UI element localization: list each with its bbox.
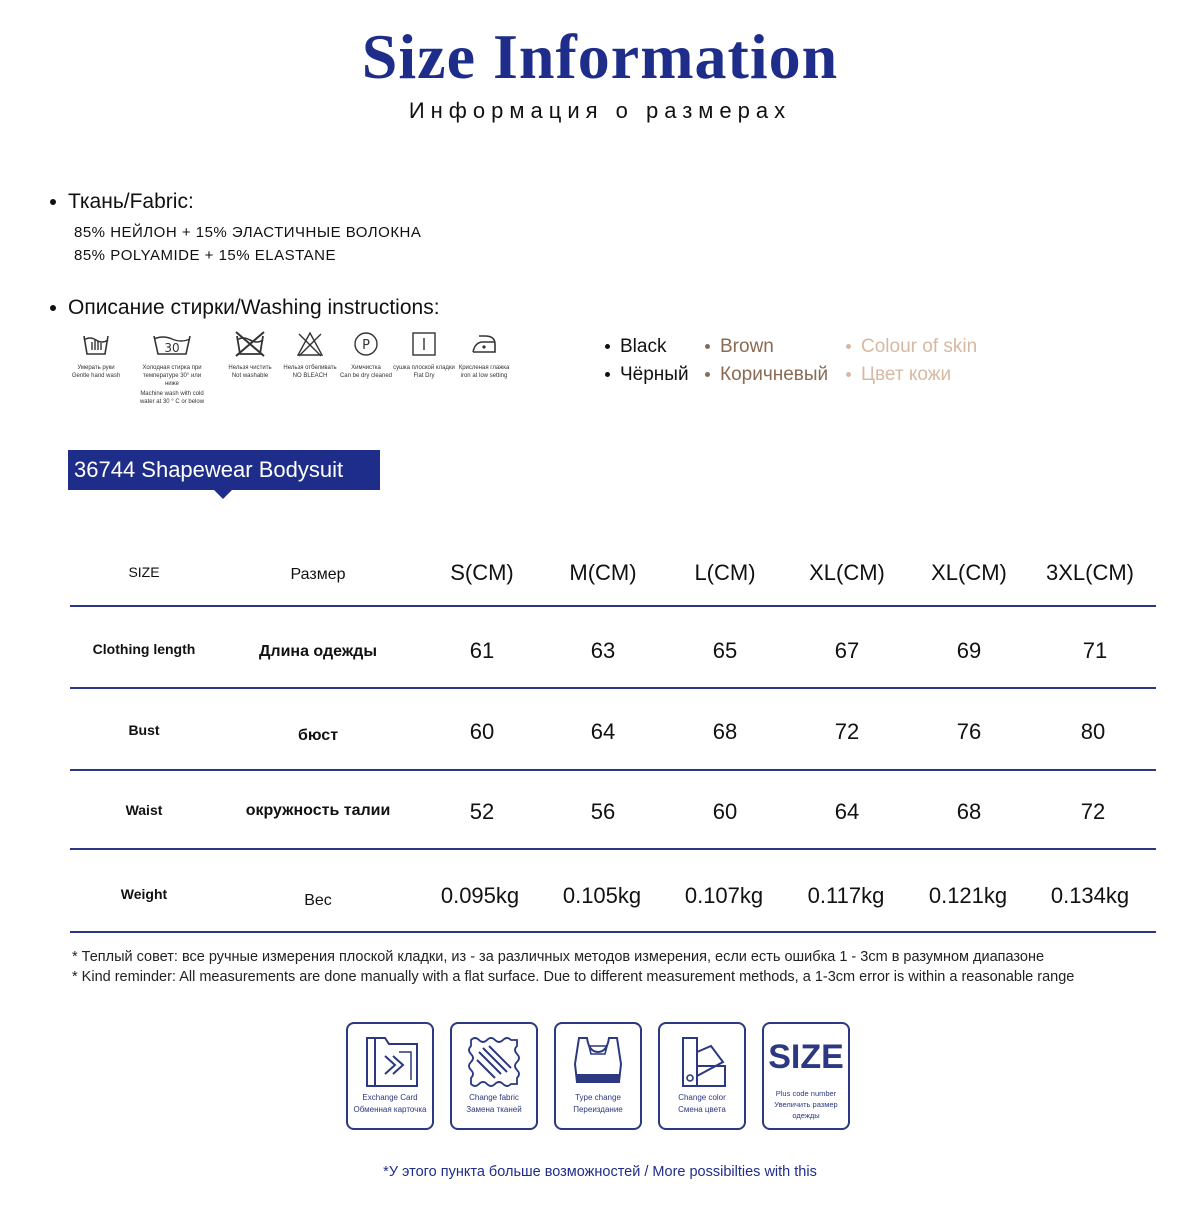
size-col-header: 3XL(CM) [1045, 560, 1134, 585]
badge-label-ru: Замена тканей [466, 1105, 522, 1114]
size-col-header: XL(CM) [809, 560, 885, 585]
washing-heading [50, 296, 440, 320]
measure-label-en: Bust [128, 722, 160, 738]
wash-caption-ru: Нельзя чистить [228, 365, 272, 371]
table-row [70, 850, 1156, 933]
no-wash-icon [233, 330, 267, 358]
table-cell: 80 [1080, 719, 1106, 744]
wash-caption-ru: Умерать руки [77, 365, 115, 371]
badge-label-ru: Переиздание [573, 1105, 623, 1114]
table-cell: 72 [1080, 799, 1106, 824]
color-option-black-en [605, 336, 666, 358]
measure-label-en: Waist [125, 802, 163, 818]
washing-heading-text: Описание стирки/Washing instructions: [68, 296, 440, 319]
color-options [605, 336, 1025, 396]
exchange-card-icon [355, 1032, 425, 1092]
change-color-icon [667, 1032, 737, 1092]
type-change-icon [563, 1032, 633, 1092]
badge-change-fabric [450, 1022, 538, 1130]
color-dot-icon [705, 372, 710, 377]
wash-caption-ru: Крисленая глажка [458, 365, 510, 371]
table-cell: 68 [956, 799, 982, 824]
service-badges [346, 1022, 866, 1134]
wash-caption-en: Machine wash with cold water at 30 ° C or below [139, 391, 205, 405]
wash-caption-ru: Холодная стирка при температуре 30° или ниже [142, 365, 202, 387]
table-cell: 56 [590, 799, 616, 824]
color-dot-icon [605, 372, 610, 377]
color-label: Brown [720, 336, 774, 357]
table-row [70, 689, 1156, 771]
wash-caption-en: iron at low setting [460, 373, 508, 379]
wash-caption-en: NO BLEACH [292, 373, 328, 379]
note-ru: * Теплый совет: все ручные измерения плоской кладки, из - за различных методов измерения, если есть ошибка 1 - 3cm в разумном диапазоне [72, 949, 1045, 965]
table-cell: 52 [469, 799, 495, 824]
wash-30-icon [151, 330, 193, 358]
wash-caption-ru: Химчистка [351, 365, 381, 371]
table-cell: 0.105kg [562, 883, 642, 908]
color-label: Коричневый [720, 364, 829, 385]
badge-label-en: Change color [678, 1093, 726, 1102]
page-title: Size Information [361, 21, 839, 92]
size-col-header: S(CM) [450, 560, 514, 585]
wash-caption-en: Gentle hand wash [71, 373, 121, 379]
badge-label-en: Change fabric [469, 1093, 519, 1102]
wash-caption-ru: сушка плоской кладки [393, 365, 455, 371]
bullet-icon [50, 199, 56, 205]
measure-label-ru: бюст [297, 727, 339, 744]
table-cell: 71 [1082, 638, 1108, 663]
table-cell: 61 [469, 638, 495, 663]
table-cell: 72 [834, 719, 860, 744]
note-en: * Kind reminder: All measurements are done manually with a flat surface. Due to different measurement methods, a 1-3cm error is within a reasonable range [72, 969, 1075, 985]
wash-caption-en: Flat Dry [413, 373, 435, 379]
size-header-en: SIZE [128, 564, 160, 580]
table-cell: 0.107kg [684, 883, 764, 908]
color-label: Цвет кожи [861, 364, 952, 385]
svg-text:P: P [362, 338, 370, 353]
badge-label-ru: Обменная карточка [353, 1105, 427, 1114]
measure-label-en: Weight [120, 886, 168, 902]
fabric-composition-en: 85% POLYAMIDE + 15% ELASTANE [74, 247, 337, 264]
color-dot-icon [846, 372, 851, 377]
change-fabric-icon [459, 1032, 529, 1092]
badge-label-ru: Увеличить размер одежды [774, 1100, 838, 1120]
table-cell: 60 [469, 719, 495, 744]
wash-item [60, 330, 132, 380]
table-cell: 63 [590, 638, 616, 663]
product-name-tag: 36744 Shapewear Bodysuit [68, 450, 380, 490]
color-label: Чёрный [620, 364, 689, 385]
color-option-skin-en [846, 336, 977, 358]
color-label: Black [620, 336, 667, 357]
wash-caption-en: Not washable [231, 373, 269, 379]
size-col-header: M(CM) [569, 560, 637, 585]
dry-clean-icon [351, 330, 381, 358]
washing-icons [60, 330, 520, 410]
color-option-brown-en [705, 336, 774, 358]
table-row [70, 607, 1156, 689]
bullet-icon [50, 305, 56, 311]
size-table [70, 540, 1156, 933]
table-cell: 64 [834, 799, 860, 824]
table-cell: 68 [712, 719, 738, 744]
page-subtitle: Информация о размерах [408, 98, 792, 123]
flat-dry-icon [409, 330, 439, 358]
badge-type-change [554, 1022, 642, 1130]
fabric-heading [50, 190, 194, 214]
badge-exchange-card [346, 1022, 434, 1130]
measure-label-ru: Вес [304, 892, 332, 909]
table-cell: 0.117kg [807, 883, 885, 908]
badge-label-ru: Смена цвета [678, 1105, 726, 1114]
table-cell: 76 [956, 719, 982, 744]
table-cell: 64 [590, 719, 616, 744]
color-dot-icon [605, 344, 610, 349]
badge-label-en: Type change [575, 1093, 621, 1102]
badge-label-en: Exchange Card [362, 1093, 418, 1102]
low-iron-icon [469, 330, 499, 358]
color-option-black-ru [605, 364, 689, 386]
wash-caption-en: Can be dry cleaned [339, 373, 393, 379]
svg-text:30: 30 [164, 341, 180, 355]
badge-size [762, 1022, 850, 1130]
measure-label-en: Clothing length [92, 641, 196, 657]
badge-change-color [658, 1022, 746, 1130]
wash-caption-ru: Нельзя отбеливать [283, 365, 337, 371]
no-bleach-icon [295, 330, 325, 358]
fabric-composition-ru: 85% НЕЙЛОН + 15% ЭЛАСТИЧНЫЕ ВОЛОКНА [74, 224, 422, 241]
table-cell: 60 [712, 799, 738, 824]
wash-item [136, 330, 208, 406]
color-option-brown-ru [705, 364, 828, 386]
table-header-row [70, 540, 1156, 607]
table-cell: 0.134kg [1050, 883, 1130, 908]
measure-label-ru: окружность талии [245, 802, 391, 819]
table-cell: 67 [834, 638, 860, 663]
table-cell: 0.121kg [928, 883, 1008, 908]
table-cell: 65 [712, 638, 738, 663]
color-option-skin-ru [846, 364, 951, 386]
size-col-header: XL(CM) [931, 560, 1007, 585]
size-icon: SIZE [768, 1038, 844, 1076]
size-col-header: L(CM) [694, 560, 756, 585]
hand-wash-icon [81, 330, 111, 358]
size-header-ru: Размер [290, 566, 346, 583]
row-divider [70, 931, 1156, 933]
color-label: Colour of skin [861, 336, 978, 357]
measurement-notes [72, 947, 1074, 987]
table-row [70, 771, 1156, 850]
wash-item [448, 330, 520, 380]
measure-label-ru: Длина одежды [259, 643, 377, 660]
badge-label-en: Plus code number [775, 1089, 837, 1098]
fabric-heading-text: Ткань/Fabric: [68, 190, 194, 213]
color-dot-icon [846, 344, 851, 349]
footer-note: *У этого пункта больше возможностей / More possibilties with this [383, 1164, 817, 1180]
table-cell: 0.095kg [440, 883, 520, 908]
color-dot-icon [705, 344, 710, 349]
table-cell: 69 [956, 638, 982, 663]
